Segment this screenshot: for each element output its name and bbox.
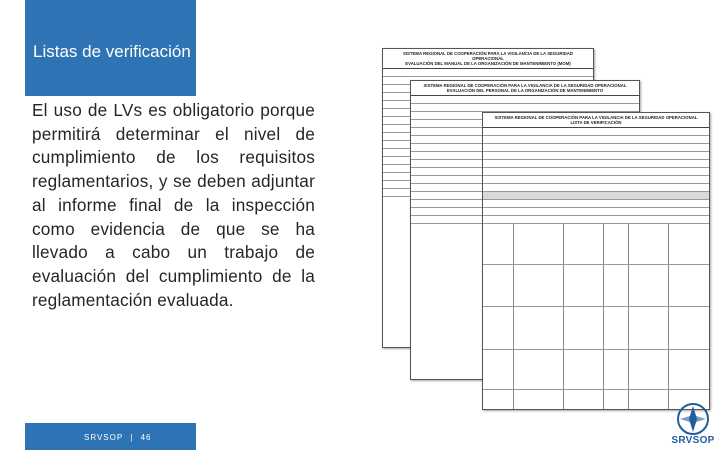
doc3-subheader: LISTA DE VERIFICACIÓN	[570, 120, 622, 125]
srvsop-logo-mark	[670, 402, 716, 436]
doc1-subheader: EVALUACIÓN DEL MANUAL DE LA ORGANIZACIÓN DE MANTENIMIENTO (MOM)	[405, 61, 571, 66]
doc1-header: SISTEMA REGIONAL DE COOPERACIÓN PARA LA VIGILANCIA DE LA SEGURIDAD OPERACIONAL	[403, 51, 573, 61]
srvsop-logo	[670, 402, 716, 446]
doc2-subheader: EVALUACIÓN DEL PERSONAL DE LA ORGANIZACIÓN DE MANTENIMIENTO	[446, 88, 604, 93]
doc2-header: SISTEMA REGIONAL DE COOPERACIÓN PARA LA VIGILANCIA DE LA SEGURIDAD OPERACIONAL	[423, 83, 627, 88]
slide-body-text: El uso de LVs es obligatorio porque permitirá determinar el nivel de cumplimiento de los requisitos reglamentarios, y se deben adjuntar al informe final de la inspección como evidencia de que se ha llevado a cabo un trabajo de evaluación del cumplimiento de la reglamentación evaluada.	[32, 100, 315, 310]
slide-text-panel	[0, 0, 350, 450]
page-number: 46	[140, 433, 152, 442]
logo-text: SRVSOP	[671, 435, 715, 446]
checklist-documents-image	[370, 40, 710, 410]
footer-org: SRVSOP	[84, 433, 124, 442]
slide-footer	[25, 423, 196, 450]
slide-title: Listas de verificación	[25, 0, 196, 96]
checklist-table	[483, 224, 709, 410]
checklist-document-3	[482, 112, 710, 410]
footer-separator: |	[130, 433, 134, 442]
doc3-header: SISTEMA REGIONAL DE COOPERACIÓN PARA LA VIGILANCIA DE LA SEGURIDAD OPERACIONAL	[494, 115, 698, 120]
